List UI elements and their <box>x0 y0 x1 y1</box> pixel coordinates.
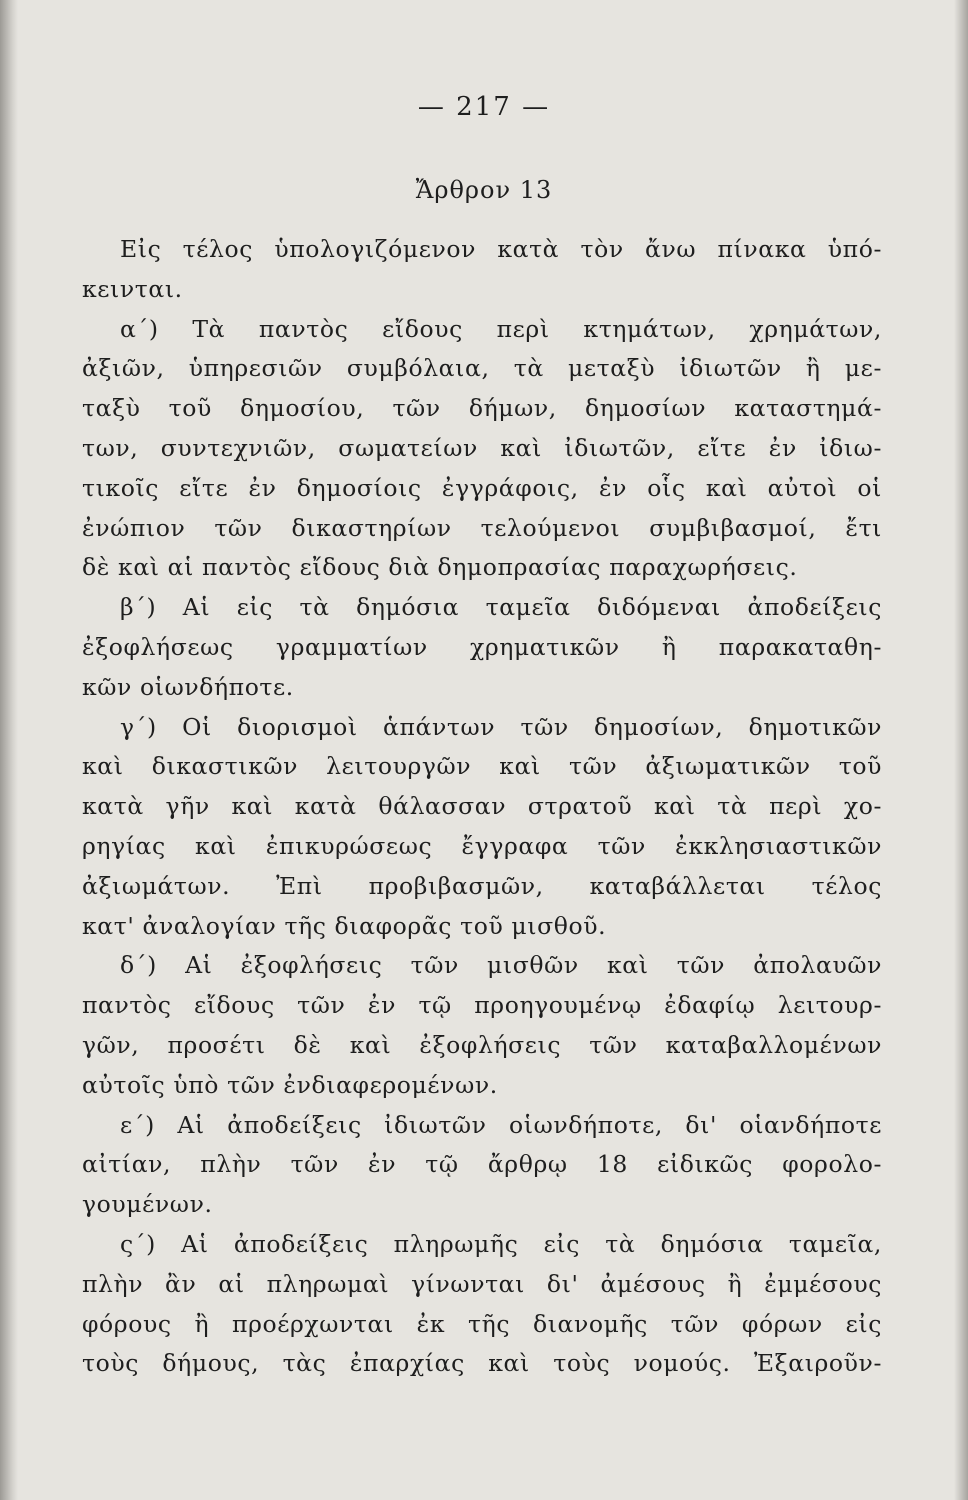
text-line: κατὰ γῆν καὶ κατὰ θάλασσαν στρατοῦ καὶ τὰ περὶ χο- <box>82 792 882 821</box>
text-line: α΄) Τὰ παντὸς εἴδους περὶ κτημάτων, χρημάτων, <box>120 314 882 343</box>
text-line: των, συντεχνιῶν, σωματείων καὶ ἰδιωτῶν, εἴτε ἐν ἰδιω- <box>82 433 882 462</box>
text-line: ἀξιωμάτων. Ἐπὶ προβιβασμῶν, καταβάλλεται τέλος <box>82 871 882 900</box>
text-line: ς΄) Αἱ ἀποδείξεις πληρωμῆς εἰς τὰ δημόσια ταμεῖα, <box>120 1229 882 1258</box>
text-line: κῶν οἱωνδήποτε. <box>82 672 294 701</box>
article-title: Ἄρθρον 13 <box>415 176 553 204</box>
text-line: ἀξιῶν, ὑπηρεσιῶν συμβόλαια, τὰ μεταξὺ ἰδιωτῶν ἢ με- <box>82 354 882 383</box>
text-line: ε΄) Αἱ ἀποδείξεις ἰδιωτῶν οἱωνδήποτε, δι' οἱανδήποτε <box>120 1110 882 1139</box>
text-line: ρηγίας καὶ ἐπικυρώσεως ἔγγραφα τῶν ἐκκλησιαστικῶν <box>82 831 882 860</box>
text-line: κατ' ἀναλογίαν τῆς διαφορᾶς τοῦ μισθοῦ. <box>82 911 607 940</box>
text-line: τικοῖς εἴτε ἐν δημοσίοις ἐγγράφοις, ἐν οἷς καὶ αὐτοὶ οἱ <box>82 473 882 502</box>
text-line: γ΄) Οἱ διορισμοὶ ἁπάντων τῶν δημοσίων, δημοτικῶν <box>120 712 882 741</box>
text-line: καὶ δικαστικῶν λειτουργῶν καὶ τῶν ἀξιωματικῶν τοῦ <box>82 752 882 781</box>
text-line: ταξὺ τοῦ δημοσίου, τῶν δήμων, δημοσίων καταστημά- <box>82 394 882 423</box>
text-line: ἐξοφλήσεως γραμματίων χρηματικῶν ἢ παρακαταθη- <box>82 632 882 661</box>
text-line: κεινται. <box>82 274 183 303</box>
text-line: γουμένων. <box>82 1190 213 1219</box>
text-line: παντὸς εἴδους τῶν ἐν τῷ προηγουμένῳ ἐδαφίῳ λειτουρ- <box>82 991 882 1020</box>
text-line: δὲ καὶ αἱ παντὸς εἴδους διὰ δημοπρασίας παραχωρήσεις. <box>82 553 798 582</box>
page-number: — 217 — <box>417 92 551 122</box>
page-binding-shadow <box>0 0 18 1500</box>
text-line: β΄) Αἱ εἰς τὰ δημόσια ταμεῖα διδόμεναι ἀποδείξεις <box>120 593 882 622</box>
article-body <box>82 230 882 1384</box>
text-line: ἐνώπιον τῶν δικαστηρίων τελούμενοι συμβιβασμοί, ἔτι <box>82 513 882 542</box>
page-edge-shadow <box>954 0 968 1500</box>
text-line: αὐτοῖς ὑπὸ τῶν ἐνδιαφερομένων. <box>82 1070 498 1099</box>
text-line: αἰτίαν, πλὴν τῶν ἐν τῷ ἄρθρῳ 18 εἰδικῶς φορολο- <box>82 1150 882 1179</box>
text-line: Εἰς τέλος ὑπολογιζόμενον κατὰ τὸν ἄνω πίνακα ὑπό- <box>120 235 882 263</box>
text-line: δ΄) Αἱ ἐξοφλήσεις τῶν μισθῶν καὶ τῶν ἀπολαυῶν <box>120 951 882 980</box>
text-line: πλὴν ἂν αἱ πληρωμαὶ γίνωνται δι' ἀμέσους ἢ ἐμμέσους <box>82 1269 882 1298</box>
text-line: γῶν, προσέτι δὲ καὶ ἐξοφλήσεις τῶν καταβαλλομένων <box>82 1030 882 1059</box>
text-line: τοὺς δήμους, τὰς ἐπαρχίας καὶ τοὺς νομούς. Ἐξαιροῦν- <box>82 1349 882 1378</box>
text-line: φόρους ἢ προέρχωνται ἐκ τῆς διανομῆς τῶν φόρων εἰς <box>82 1309 882 1338</box>
